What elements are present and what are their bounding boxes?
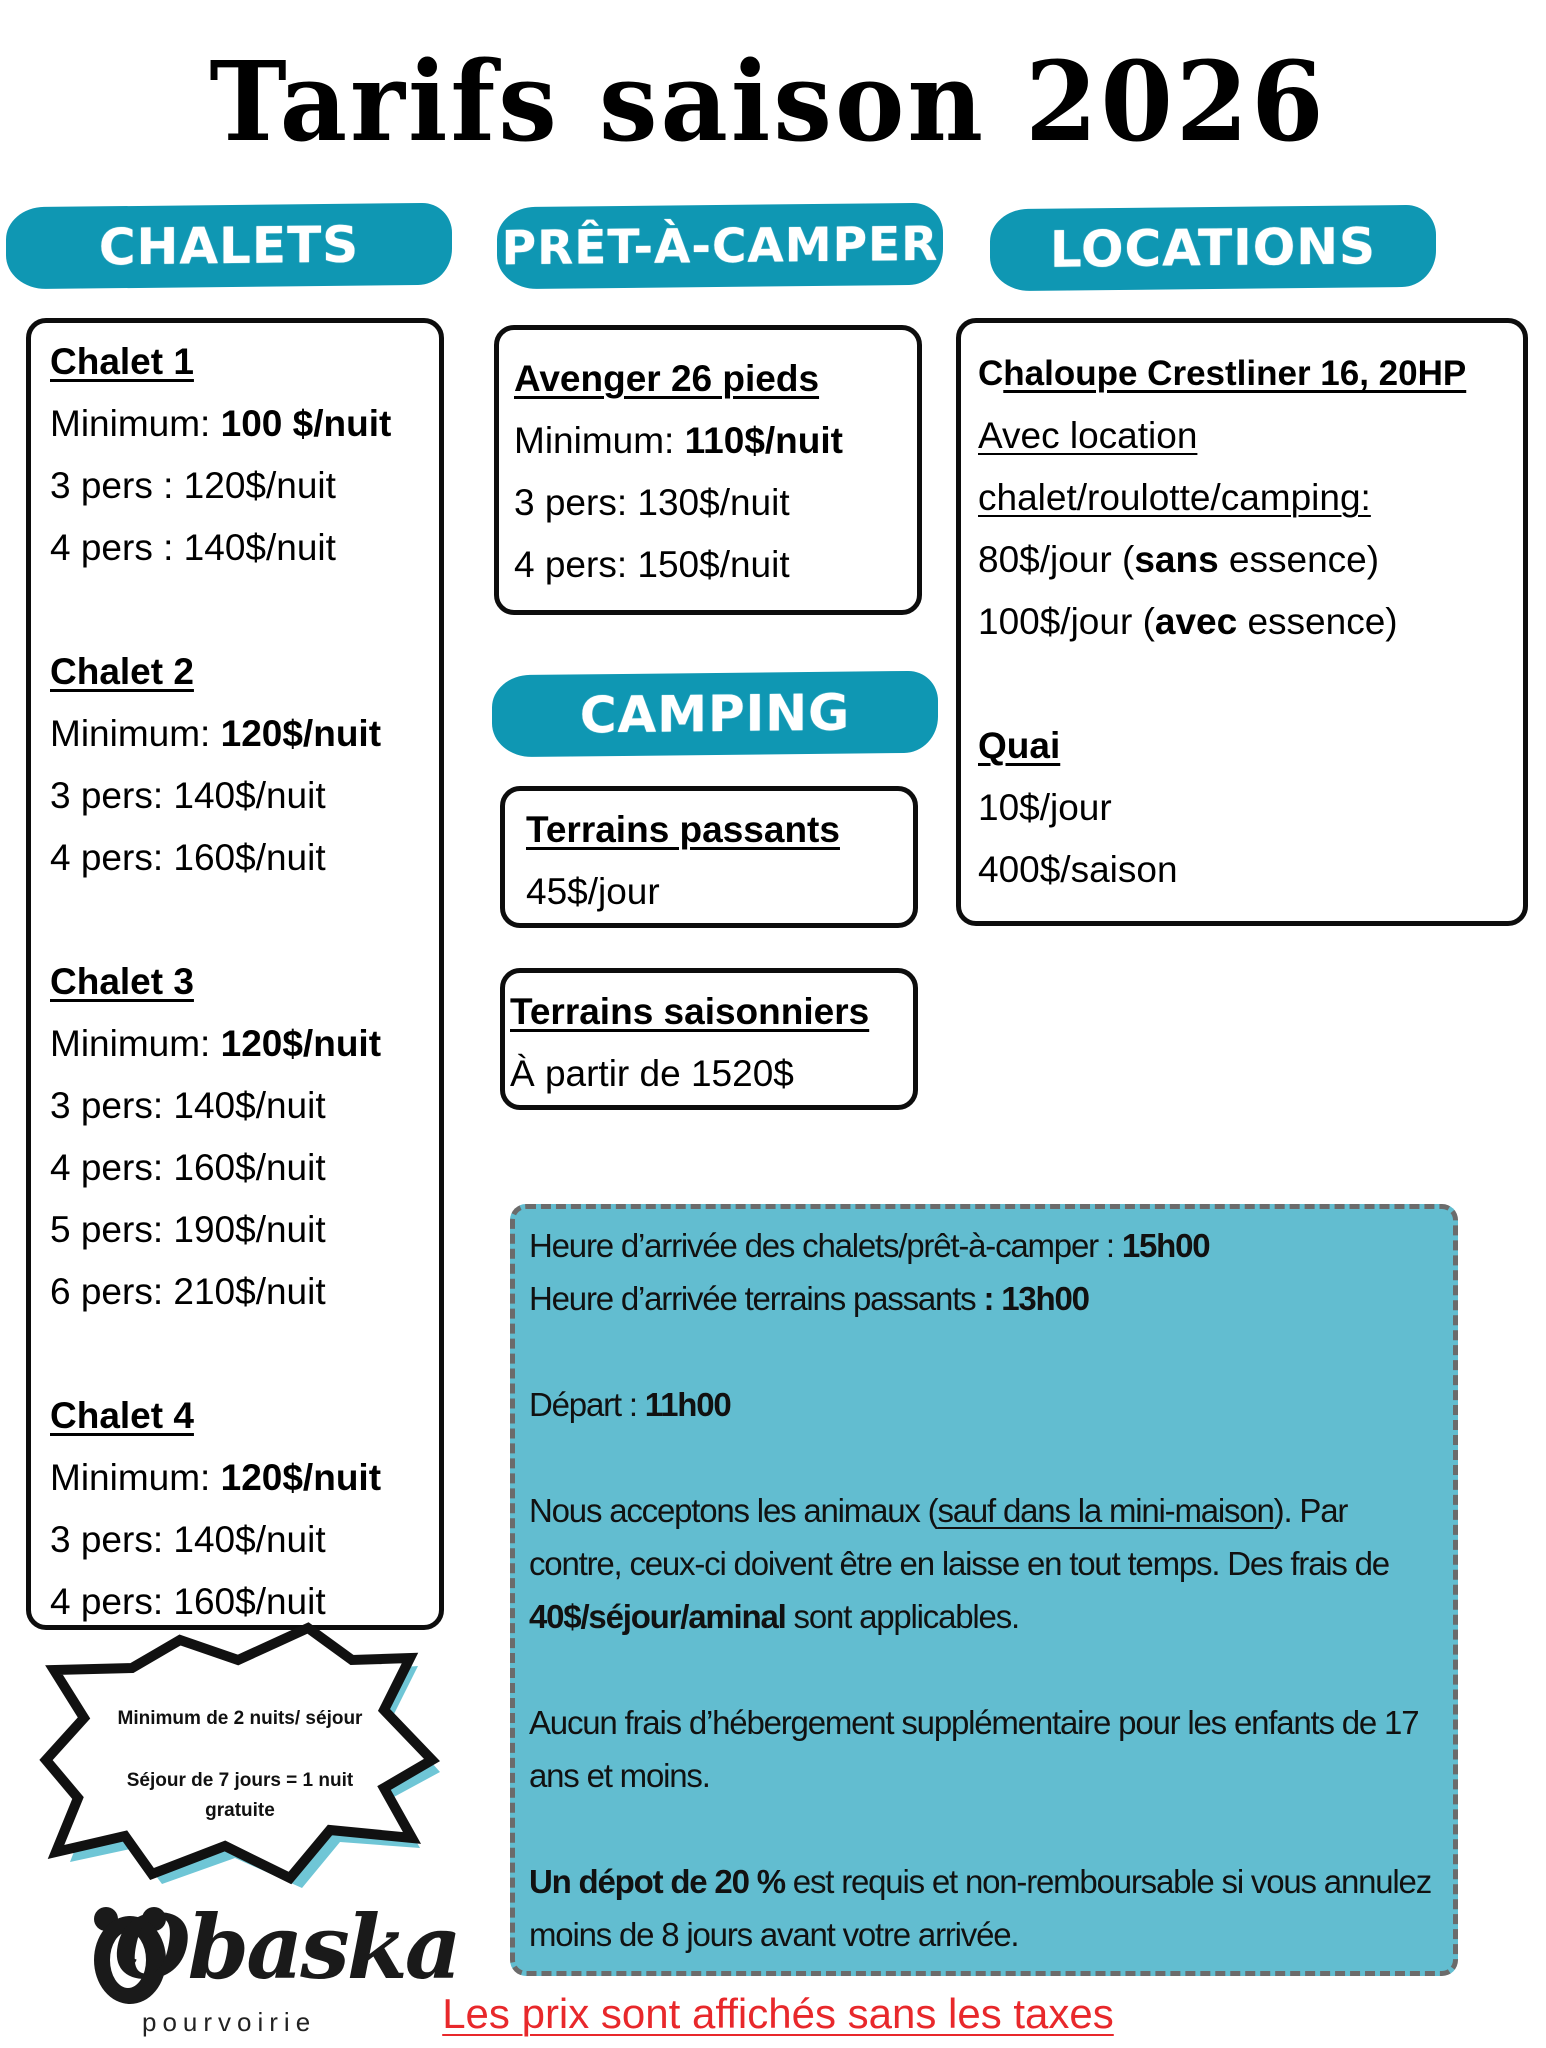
info-panel — [510, 1204, 1458, 1976]
rate-text: essence) — [1218, 539, 1380, 580]
logo-name — [114, 1895, 459, 1999]
boat-name-initial: C — [978, 354, 1004, 393]
arrival-chalets — [529, 1219, 1439, 1272]
rate-line: 5 pers: 190$/nuit — [50, 1209, 326, 1250]
chalet-minimum — [50, 1013, 439, 1075]
rate-line: 4 pers: 160$/nuit — [50, 1581, 326, 1622]
unit-name: Avenger 26 pieds — [514, 358, 820, 399]
pets-policy — [529, 1484, 1439, 1643]
section-banner-chalets: CHALETS — [6, 203, 452, 290]
pret-a-camper-box — [494, 325, 922, 615]
chalet-name: Chalet 1 — [50, 341, 194, 382]
minimum-label: Minimum: — [50, 1023, 221, 1064]
unit-minimum — [514, 410, 917, 472]
info-time: 15h00 — [1121, 1227, 1210, 1264]
chalet-1 — [50, 331, 439, 579]
chalet-name: Chalet 4 — [50, 1395, 194, 1436]
section-banner-pret-a-camper: PRÊT-À-CAMPER — [497, 203, 943, 290]
camping-box-saisonniers — [500, 968, 918, 1110]
boat-condition: chalet/roulotte/camping: — [978, 477, 1371, 518]
rate-text: 100$/jour ( — [978, 601, 1155, 642]
promo-line-2: Séjour de 7 jours = 1 nuit — [126, 1770, 354, 1791]
info-text: Nous acceptons les animaux ( — [529, 1492, 938, 1529]
chalet-3 — [50, 951, 439, 1323]
section-banner-camping: CAMPING — [492, 671, 938, 758]
info-text: sont applicables. — [785, 1598, 1019, 1635]
info-text: est requis et non-remboursable si vous annulez moins de 8 jours avant votre arrivée. — [529, 1863, 1431, 1953]
quai-rate: 10$/jour — [978, 787, 1112, 828]
camping-name: Terrains saisonniers — [510, 991, 870, 1032]
camping-price: À partir de 1520$ — [510, 1053, 794, 1094]
rate-line: 3 pers: 140$/nuit — [50, 775, 326, 816]
info-label: Heure d’arrivée terrains passants — [529, 1280, 984, 1317]
section-banner-locations: LOCATIONS — [990, 205, 1436, 292]
boat-rate-sans-essence — [978, 529, 1523, 591]
chalet-2 — [50, 641, 439, 889]
info-time: 11h00 — [644, 1386, 731, 1423]
logo-text: Obaska — [114, 1895, 459, 1999]
departure — [529, 1378, 1439, 1431]
starburst-shape — [40, 1630, 440, 1900]
camping-name: Terrains passants — [526, 809, 840, 850]
rate-line: 4 pers: 160$/nuit — [50, 1147, 326, 1188]
minimum-label: Minimum: — [50, 1457, 221, 1498]
rate-line: 3 pers: 130$/nuit — [514, 482, 790, 523]
info-time: : 13h00 — [983, 1280, 1089, 1317]
deposit-amount: Un dépot de 20 % — [529, 1863, 785, 1900]
rate-line: 3 pers: 140$/nuit — [50, 1085, 326, 1126]
minimum-value: 120$/nuit — [220, 713, 382, 754]
chalet-4 — [50, 1385, 439, 1633]
rate-line: 3 pers : 120$/nuit — [50, 465, 336, 506]
camping-price: 45$/jour — [526, 871, 660, 912]
rate-line: 6 pers: 210$/nuit — [50, 1271, 326, 1312]
promo-line-1: Minimum de 2 nuits/ séjour — [117, 1708, 363, 1729]
promo-line-3: gratuite — [205, 1800, 275, 1821]
chalet-name: Chalet 3 — [50, 961, 194, 1002]
minimum-value: 120$/nuit — [220, 1023, 382, 1064]
minimum-label: Minimum: — [514, 420, 685, 461]
pets-fee: 40$/séjour/aminal — [529, 1598, 786, 1635]
boat-name-rest: haloupe Crestliner 16, 20HP — [1003, 354, 1467, 393]
rate-line: 4 pers : 140$/nuit — [50, 527, 336, 568]
minimum-value: 120$/nuit — [220, 1457, 382, 1498]
boat-condition: Avec location — [978, 415, 1198, 456]
info-label: Départ : — [529, 1386, 645, 1423]
minimum-value: 110$/nuit — [684, 420, 843, 461]
deposit-policy — [529, 1855, 1439, 1961]
rate-text: 80$/jour ( — [978, 539, 1135, 580]
children-policy: Aucun frais d’hébergement supplémentaire pour les enfants de 17 ans et moins. — [529, 1704, 1419, 1794]
boat-rate-avec-essence — [978, 591, 1523, 653]
minimum-label: Minimum: — [50, 713, 221, 754]
chalet-minimum — [50, 703, 439, 765]
info-label: Heure d’arrivée des chalets/prêt-à-camper : — [529, 1227, 1122, 1264]
camping-box-passants — [500, 786, 918, 928]
rate-emphasis: avec — [1154, 601, 1238, 642]
quai-rate: 400$/saison — [978, 849, 1178, 890]
promo-starburst — [40, 1630, 440, 1900]
rate-line: 4 pers: 150$/nuit — [514, 544, 790, 585]
rate-emphasis: sans — [1134, 539, 1219, 580]
boat-name — [978, 343, 1523, 405]
minimum-value: 100 $/nuit — [220, 403, 392, 444]
minimum-label: Minimum: — [50, 403, 221, 444]
chalets-box — [26, 318, 444, 1630]
info-underline: sauf dans la mini-maison — [937, 1492, 1274, 1529]
logo-subtitle: pourvoirie — [142, 2007, 317, 2037]
rate-line: 3 pers: 140$/nuit — [50, 1519, 326, 1560]
rate-line: 4 pers: 160$/nuit — [50, 837, 326, 878]
chalet-minimum — [50, 393, 439, 455]
tax-note: Les prix sont affichés sans les taxes — [442, 1990, 1114, 2037]
rate-text: essence) — [1237, 601, 1398, 642]
chalet-name: Chalet 2 — [50, 651, 194, 692]
page-title: Tarifs saison 2026 — [209, 36, 1327, 167]
chalet-minimum — [50, 1447, 439, 1509]
info-text: ). Par contre, ceux-ci doivent être en laisse en tout temps. Des frais de — [529, 1492, 1389, 1582]
arrival-terrains — [529, 1272, 1439, 1325]
locations-box — [956, 318, 1528, 926]
quai-name: Quai — [978, 725, 1061, 766]
